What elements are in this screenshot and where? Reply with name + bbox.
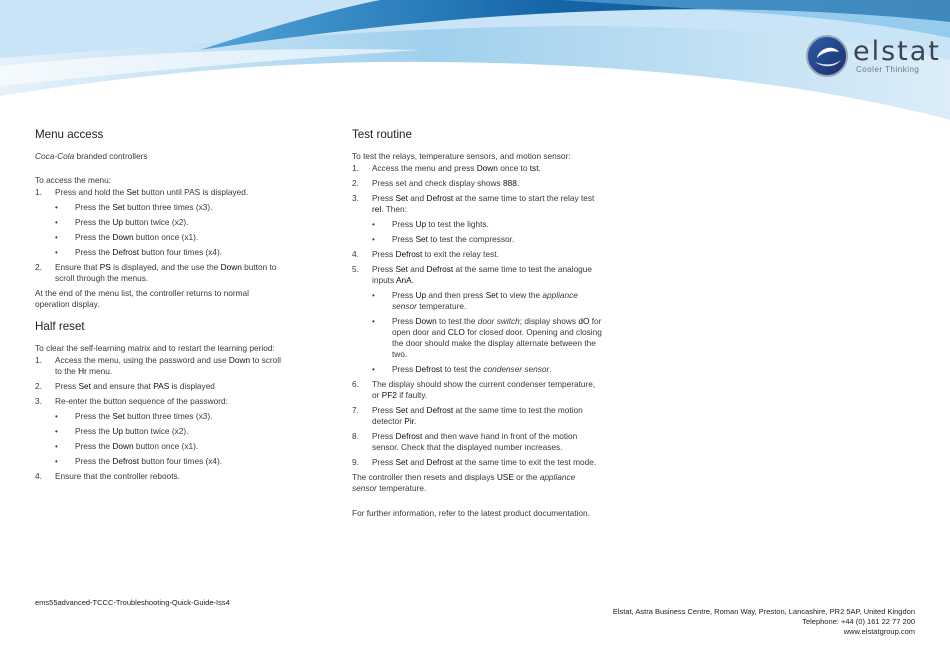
numbered-step: 7. Press Set and Defrost at the same time to test the motion detector Pir. [352, 405, 583, 426]
italic-term: door switch [477, 316, 520, 326]
step-number: 1. [35, 355, 42, 365]
key-term: Defrost [426, 405, 454, 415]
menu-access-intro: To access the menu: [35, 175, 112, 185]
key-term: Set [395, 193, 408, 203]
key-term: 888 [502, 178, 517, 188]
key-term: Up [415, 290, 427, 300]
menu-access-subtitle: Coca-Cola branded controllers [35, 151, 148, 161]
bullet-item: • Press Set to test the compressor. [372, 234, 515, 244]
key-term: Down [220, 262, 242, 272]
bullet-icon: • [55, 457, 58, 466]
key-term: PS [99, 262, 111, 272]
numbered-step: 5. Press Set and Defrost at the same time to test the analogue inputs AnA. [352, 264, 593, 285]
bullet-icon: • [55, 427, 58, 436]
company-address: Elstat, Astra Business Centre, Roman Way, Preston, Lancashire, PR2 5AP, United Kingdon [612, 607, 915, 616]
numbered-step: 3. Re-enter the button sequence of the password: [35, 396, 228, 406]
key-term: PF2 [381, 390, 397, 400]
company-telephone: Telephone: +44 (0) 161 22 77 200 [802, 617, 915, 626]
bullet-item: • Press the Up button twice (x2). [55, 217, 189, 227]
step-number: 7. [352, 405, 359, 415]
key-term: Set [112, 202, 125, 212]
bullet-icon: • [372, 235, 375, 244]
step-number: 2. [352, 178, 359, 188]
step-number: 4. [35, 471, 42, 481]
key-term: AnA [396, 275, 412, 285]
step-number: 6. [352, 379, 359, 389]
company-website: www.elstatgroup.com [843, 627, 915, 636]
key-term: Down [112, 232, 134, 242]
key-term: rel [372, 204, 382, 214]
step-number: 8. [352, 431, 359, 441]
key-term: Set [78, 381, 91, 391]
step-number: 4. [352, 249, 359, 259]
bullet-item: • Press Defrost to test the condenser sensor. [372, 364, 552, 374]
italic-term: appliance sensor [392, 290, 578, 311]
key-term: Set [395, 264, 408, 274]
test-routine-intro: To test the relays, temperature sensors, and motion sensor: [352, 151, 571, 161]
key-term: Defrost [395, 431, 423, 441]
key-term: Up [112, 217, 123, 227]
test-routine-title: Test routine [352, 128, 412, 141]
numbered-step: 2. Ensure that PS is displayed, and the use the Down button to scroll through the menus. [35, 262, 277, 283]
bullet-icon: • [55, 248, 58, 257]
key-term: Hr [78, 366, 87, 376]
step-number: 3. [35, 396, 42, 406]
key-term: Down [415, 316, 437, 326]
key-term: dO [578, 316, 590, 326]
bullet-item: • Press Up and then press Set to view the appliance sensor temperature. [372, 290, 578, 311]
menu-access-steps-2 [35, 262, 285, 284]
menu-access-title: Menu access [35, 128, 104, 141]
key-term: Set [395, 457, 408, 467]
numbered-step: 2. Press set and check display shows 888. [352, 178, 520, 188]
bullet-item: • Press the Set button three times (x3). [55, 411, 213, 421]
key-term: Down [228, 355, 251, 365]
key-term: Defrost [112, 247, 140, 257]
key-term: Defrost [395, 249, 423, 259]
numbered-step: 4. Ensure that the controller reboots. [35, 471, 180, 481]
further-info: For further information, refer to the latest product documentation. [352, 508, 590, 518]
bullet-item: • Press the Down button once (x1). [55, 232, 199, 242]
brand-name: elstat [853, 36, 941, 67]
key-term: Set [415, 234, 428, 244]
bullet-icon: • [372, 220, 375, 229]
step-number: 5. [352, 264, 359, 274]
italic-term: appliance sensor [352, 472, 576, 493]
company-address-block [613, 607, 915, 637]
numbered-step: 2. Press Set and ensure that PAS is displayed [35, 381, 215, 391]
right-column [352, 128, 602, 523]
italic-term: condenser sensor [483, 364, 550, 374]
step-number: 2. [35, 262, 42, 272]
menu-access-outro: At the end of the menu list, the controller returns to normal operation display. [35, 288, 249, 309]
key-term: Set [485, 290, 499, 300]
key-term: Defrost [415, 364, 443, 374]
numbered-step: 1. Access the menu and press Down once to tst. [352, 163, 541, 173]
key-term: Down [112, 441, 134, 451]
bullet-item: • Press Up to test the lights. [372, 219, 489, 229]
key-term: Down [476, 163, 498, 173]
numbered-step: 6. The display should show the current condenser temperature, or PF2 if faulty. [352, 379, 596, 400]
numbered-step: 1. Access the menu, using the password and use Down to scroll to the Hr menu. [35, 355, 281, 376]
document-id: ems55advanced-TCCC-Troubleshooting-Quick-Guide-Iss4 [35, 598, 230, 607]
half-reset-steps [35, 355, 285, 407]
numbered-step: 9. Press Set and Defrost at the same time to exit the test mode. [352, 457, 597, 467]
key-term: Defrost [426, 264, 454, 274]
bullet-icon: • [372, 317, 375, 326]
half-reset-intro: To clear the self-learning matrix and to restart the learning period: [35, 343, 275, 353]
bullet-icon: • [55, 218, 58, 227]
bullet-item: • Press the Defrost button four times (x4). [55, 456, 223, 466]
key-term: USE [496, 472, 514, 482]
key-term: Defrost [426, 457, 454, 467]
key-term: Set [112, 411, 125, 421]
test-routine-items [352, 163, 602, 494]
bullet-item: • Press the Down button once (x1). [55, 441, 199, 451]
half-reset-title: Half reset [35, 320, 85, 333]
numbered-step: 8. Press Defrost and then wave hand in front of the motion sensor. Check that the displayed number increases. [352, 431, 578, 452]
key-term: tst [529, 163, 539, 173]
bullet-icon: • [55, 412, 58, 421]
step-number: 1. [35, 187, 42, 197]
step-number: 2. [35, 381, 42, 391]
numbered-step: 3. Press Set and Defrost at the same time to start the relay test rel. Then: [352, 193, 595, 214]
left-column [35, 128, 285, 486]
key-term: Defrost [112, 456, 140, 466]
bullet-icon: • [372, 365, 375, 374]
bullet-item: • Press the Up button twice (x2). [55, 426, 189, 436]
step-number: 3. [352, 193, 359, 203]
bullet-icon: • [55, 203, 58, 212]
bullet-item: • Press the Set button three times (x3). [55, 202, 213, 212]
key-term: PAS [153, 381, 170, 391]
step-number: 9. [352, 457, 359, 467]
key-term: Up [415, 219, 427, 229]
step-number: 1. [352, 163, 359, 173]
key-term: Set [395, 405, 408, 415]
key-term: Defrost [426, 193, 454, 203]
menu-access-steps [35, 187, 285, 198]
brand-tagline: Cooler Thinking [856, 65, 920, 74]
key-term: Up [112, 426, 123, 436]
half-reset-bullets [35, 411, 285, 467]
numbered-step: 4. Press Defrost to exit the relay test. [352, 249, 499, 259]
bullet-icon: • [55, 442, 58, 451]
key-term: Set [126, 187, 139, 197]
bullet-icon: • [372, 291, 375, 300]
bullet-item: • Press Down to test the door switch; display shows dO for open door and CLO for closed door. Opening and closing the door should make the display alternate between the two. [372, 316, 602, 359]
bullet-icon: • [55, 233, 58, 242]
key-term: Pir [404, 416, 414, 426]
closing-paragraph: The controller then resets and displays USE or the appliance sensor temperature. [352, 472, 576, 493]
half-reset-steps-2 [35, 471, 285, 482]
menu-access-bullets [35, 202, 285, 258]
key-term: CLO [447, 327, 465, 337]
numbered-step: 1. Press and hold the Set button until PAS is displayed. [35, 187, 249, 197]
bullet-item: • Press the Defrost button four times (x4). [55, 247, 223, 257]
